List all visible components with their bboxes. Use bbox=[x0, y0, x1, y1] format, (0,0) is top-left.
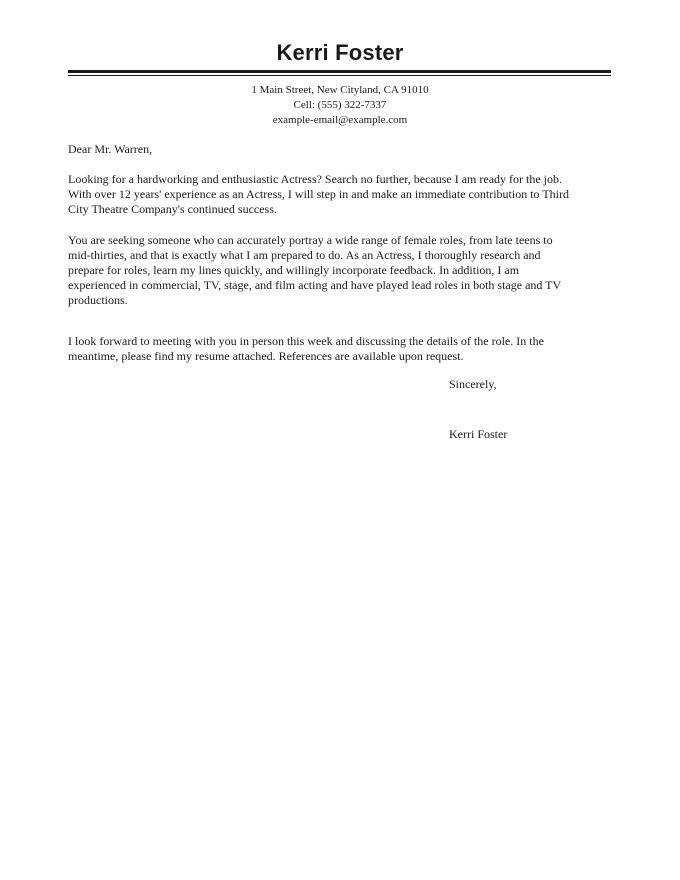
paragraph-line: prepare for roles, learn my lines quickly, and willingly incorporate feedback. In addition, I am bbox=[68, 263, 520, 277]
contact-phone: Cell: (555) 322-7337 bbox=[293, 99, 387, 111]
paragraph-line: With over 12 years' experience as an Actress, I will step in and make an immediate contribution to Third bbox=[68, 187, 569, 201]
paragraph-line: City Theatre Company's continued success. bbox=[68, 202, 277, 216]
paragraph-line: productions. bbox=[68, 293, 128, 307]
paragraph-closing bbox=[68, 334, 613, 364]
contact-email: example-email@example.com bbox=[272, 114, 408, 126]
paragraph-qualifications bbox=[68, 233, 613, 308]
paragraph-line: I look forward to meeting with you in person this week and discussing the details of the role. In the bbox=[68, 334, 544, 348]
paragraph-line: Looking for a hardworking and enthusiastic Actress? Search no further, because I am ready for the job. bbox=[68, 172, 563, 186]
header-divider-thick bbox=[68, 70, 611, 73]
paragraph-intro bbox=[68, 172, 613, 217]
paragraph-line: You are seeking someone who can accurately portray a wide range of female roles, from late teens to bbox=[68, 233, 553, 247]
salutation: Dear Mr. Warren, bbox=[68, 142, 153, 156]
paragraph-line: mid-thirties, and that is exactly what I am prepared to do. As an Actress, I thoroughly research and bbox=[68, 248, 541, 262]
header-divider-thin bbox=[68, 75, 611, 76]
paragraph-line: experienced in commercial, TV, stage, and film acting and have played lead roles in both stage and TV bbox=[68, 278, 562, 292]
contact-address: 1 Main Street, New Cityland, CA 91010 bbox=[251, 84, 429, 96]
closing-phrase: Sincerely, bbox=[449, 377, 497, 391]
applicant-name-heading: Kerri Foster bbox=[276, 40, 404, 65]
signature-name: Kerri Foster bbox=[449, 427, 508, 441]
paragraph-line: meantime, please find my resume attached. References are available upon request. bbox=[68, 349, 464, 363]
